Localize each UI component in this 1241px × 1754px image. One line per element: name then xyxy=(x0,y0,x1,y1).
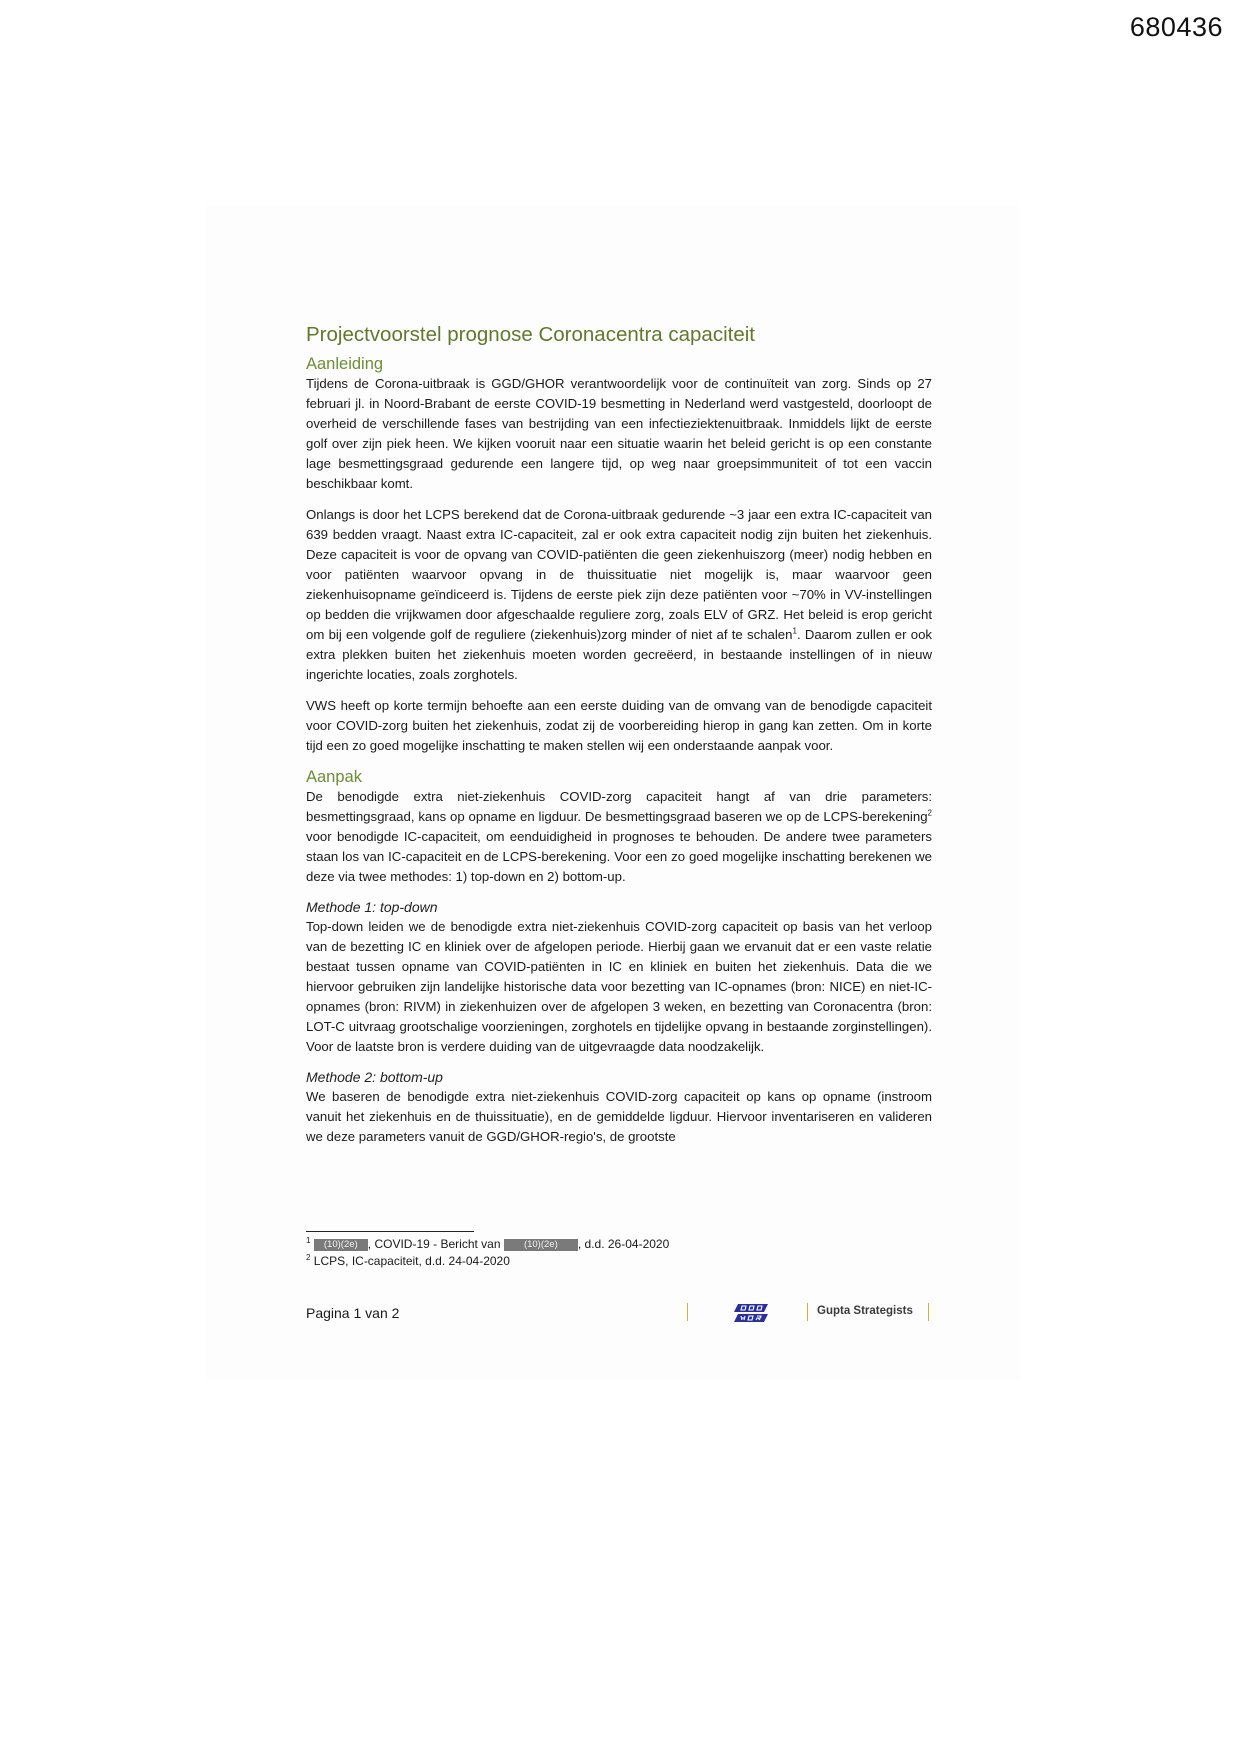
footnote-number: 2 xyxy=(306,1253,311,1262)
page-number xyxy=(306,1303,399,1323)
footer-divider xyxy=(687,1303,688,1321)
page-footer xyxy=(306,1303,932,1327)
footnote-number: 1 xyxy=(306,1236,311,1245)
paragraph-text: Onlangs is door het LCPS berekend dat de Corona-uitbraak gedurende ~3 jaar een extra IC-capaciteit van 639 bedden vraagt. Naast extra IC-capaciteit, zal er ook extra capaciteit nodig zijn buiten het ziekenhuis. Deze capaciteit is voor de opvang van COVID-patiënten die geen ziekenhuiszorg (meer) nodig hebben en voor patiënten waarvoor opvang in de thuissituatie niet mogelijk is, maar waarvoor geen ziekenhuisopname geïndiceerd is. Tijdens de eerste piek zijn deze patiënten voor ~70% in VV-instellingen op bedden die vrijkwamen door afgeschaalde reguliere zorg, zoals ELV of GRZ. Het beleid is erop gericht om bij een volgende golf de reguliere (ziekenhuis)zorg minder of niet af te schalen xyxy=(306,507,932,642)
footnote-2 xyxy=(306,1253,806,1270)
paragraph-text: De benodigde extra niet-ziekenhuis COVID-zorg capaciteit hangt af van drie parameters: besmettingsgraad, kans op opname en ligduur. De besmettingsgraad baseren we op de LCPS-berekening xyxy=(306,789,932,824)
document-id: 680436 xyxy=(1129,12,1223,42)
redaction-box: (10)(2e) xyxy=(314,1239,368,1251)
page-current: 1 xyxy=(353,1305,362,1321)
footnote-text: LCPS, IC-capaciteit, d.d. 24-04-2020 xyxy=(313,1254,510,1268)
paragraph-aanleiding-3: VWS heeft op korte termijn behoefte aan een eerste duiding van de omvang van de benodigde capaciteit voor COVID-zorg buiten het ziekenhuis, zodat zij de voorbereiding hierop in gang kan zetten. Om in korte tijd een zo goed mogelijke inschatting te maken stellen wij een onderstaande aanpak voor. xyxy=(306,698,932,753)
paragraph-aanleiding-1: Tijdens de Corona-uitbraak is GGD/GHOR verantwoordelijk voor de continuïteit van zorg. Sinds op 27 februari jl. in Noord-Brabant de eerste COVID-19 besmetting in Nederland werd vastgesteld, doorloopt de overheid de verschillende fases van bestrijding van een infectieziektenuitbraak. Inmiddels lijkt de eerste golf over zijn piek heen. We kijken vooruit naar een situatie waarin het beleid gericht is op een constante lage besmettingsgraad gedurende een langere tijd, op weg naar groepsimmuniteit of tot een vaccin beschikbaar komt. xyxy=(306,376,932,491)
footnote-separator xyxy=(306,1231,474,1232)
footnote-1 xyxy=(306,1236,806,1253)
document-body xyxy=(306,322,932,1158)
page-total: 2 xyxy=(391,1305,400,1321)
footnote-ref-1: 1 xyxy=(792,626,797,636)
page-prefix: Pagina xyxy=(306,1305,350,1321)
footnote-text: , d.d. 26-04-2020 xyxy=(577,1237,670,1251)
redaction-box: (10)(2e) xyxy=(504,1239,578,1251)
section-heading-aanleiding: Aanleiding xyxy=(306,355,384,373)
footnote-text: , COVID-19 - Bericht van xyxy=(367,1237,501,1251)
paragraph-text: voor benodigde IC-capaciteit, om eenduidigheid in prognoses te behouden. De andere twee parameters staan los van IC-capaciteit en de LCPS-berekening. Voor een zo goed mogelijke inschatting berekenen we deze via twee methodes: 1) top-down en 2) bottom-up. xyxy=(306,829,932,884)
method-1-heading: Methode 1: top-down xyxy=(306,899,438,915)
method-1-text: Top-down leiden we de benodigde extra niet-ziekenhuis COVID-zorg capaciteit op basis van het verloop van de bezetting IC en kliniek over de afgelopen periode. Hierbij gaan we ervanuit dat er een vaste relatie bestaat tussen opname van COVID-patiënten in IC en kliniek en buiten het ziekenhuis. Data die we hiervoor gebruiken zijn landelijke historische data voor bezetting van IC-opnames (bron: NICE) en niet-IC-opnames (bron: RIVM) in ziekenhuizen over de afgelopen 3 weken, en bezetting van Coronacentra (bron: LOT-C uitvraag grootschalige voorzieningen, zorghotels en tijdelijke opvang in bestaande zorginstellingen). Voor de laatste bron is verdere duiding van de uitgevraagde data noodzakelijk. xyxy=(306,919,932,1054)
footer-divider xyxy=(807,1303,808,1321)
gupta-strategists-logo: Gupta Strategists xyxy=(817,1305,913,1317)
paragraph-aanleiding-2 xyxy=(306,505,932,685)
footnote-ref-2: 2 xyxy=(927,808,932,818)
footer-divider xyxy=(928,1303,929,1321)
method-2-text: We baseren de benodigde extra niet-ziekenhuis COVID-zorg capaciteit op kans op opname (instroom vanuit het ziekenhuis en de thuissituatie), en de gemiddelde ligduur. Hiervoor inventariseren en valideren we deze parameters vanuit de GGD/GHOR-regio's, de grootste xyxy=(306,1089,932,1144)
paragraph-aanpak-1 xyxy=(306,787,932,887)
method-2-heading: Methode 2: bottom-up xyxy=(306,1069,443,1085)
footnotes xyxy=(306,1236,806,1270)
ggd-ghor-logo xyxy=(732,1303,772,1323)
section-heading-aanpak: Aanpak xyxy=(306,768,362,786)
paragraph-text: . Daarom zullen er ook extra plekken buiten het ziekenhuis moeten worden gecreëerd, in bestaande instellingen of in nieuw ingerichte locaties, zoals zorghotels. xyxy=(306,627,932,682)
page-sep: van xyxy=(365,1305,388,1321)
document-title: Projectvoorstel prognose Coronacentra capaciteit xyxy=(306,323,755,346)
